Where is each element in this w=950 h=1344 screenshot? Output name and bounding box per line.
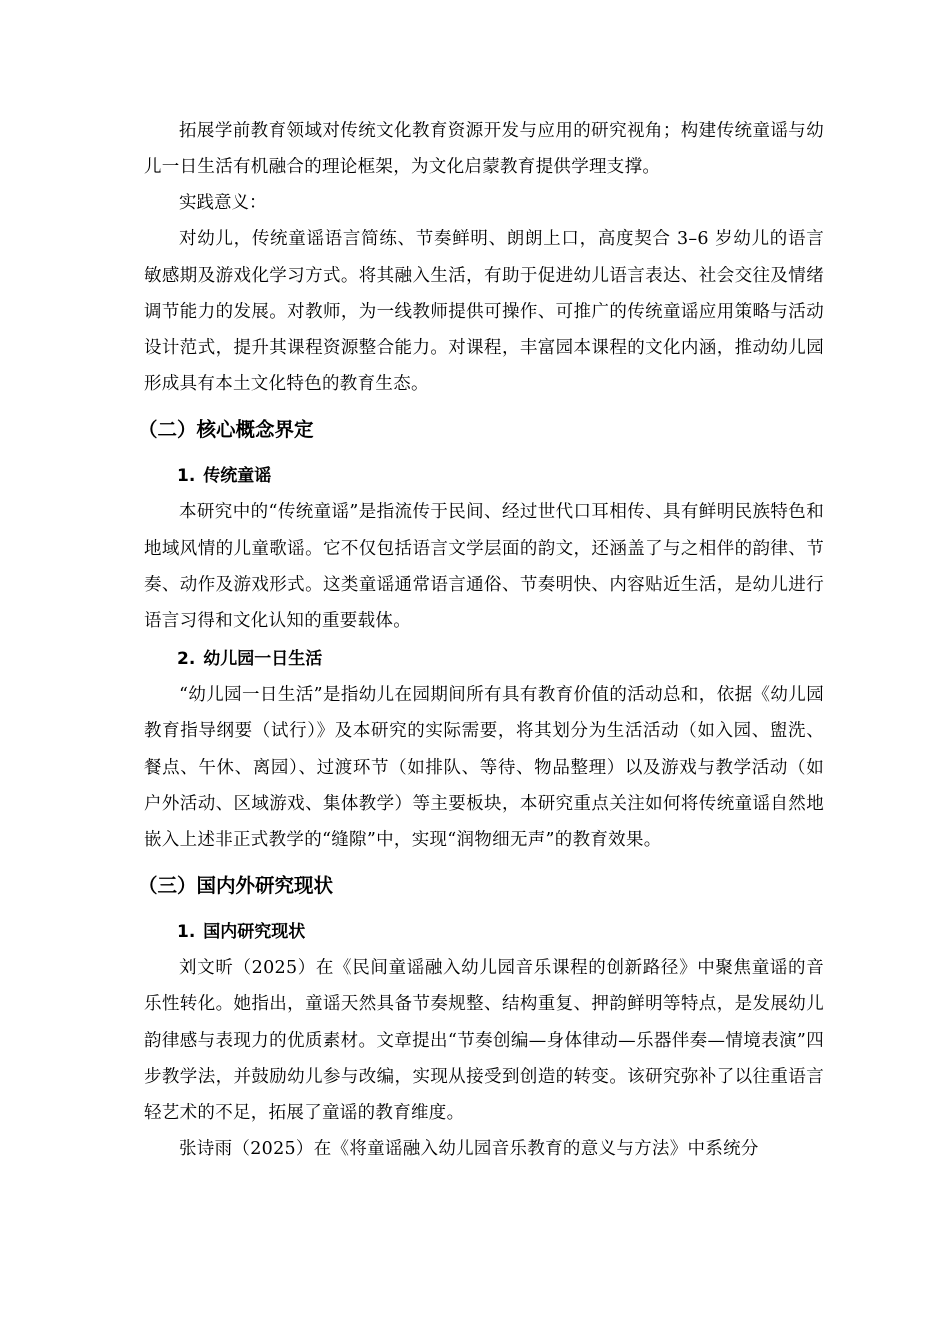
- subheading-title: 传统童谣: [203, 466, 272, 487]
- domestic-research-paragraph-1: 刘文昕（2025）在《民间童谣融入幼儿园音乐课程的创新路径》中聚焦童谣的音乐性转化。她指出，童谣天然具备节奏规整、结构重复、押韵鲜明等特点，是发展幼儿韵律感与表现力的优质素材。文章提出“节奏创编—身体律动—乐器伴奏—情境表演”四步教学法，并鼓励幼儿参与改编，实现从接受到创造的转变。该研究弥补了以往重语言轻艺术的不足，拓展了童谣的教育维度。: [144, 958, 824, 1124]
- section-heading-core-concepts: （二）核心概念界定: [138, 418, 314, 442]
- section-heading-research-status: （三）国内外研究现状: [138, 874, 334, 898]
- practical-significance-paragraph: 对幼儿，传统童谣语言简练、节奏鲜明、朗朗上口，高度契合 3–6 岁幼儿的语言敏感期及游戏化学习方式。将其融入生活，有助于促进幼儿语言表达、社会交往及情绪调节能力的发展。对教师，为一线教师提供可操作、可推广的传统童谣应用策略与活动设计范式，提升其课程资源整合能力。对课程，丰富园本课程的文化内涵，推动幼儿园形成具有本土文化特色的教育生态。: [144, 229, 824, 395]
- subheading-title: 幼儿园一日生活: [203, 649, 323, 670]
- traditional-nursery-rhymes-paragraph: 本研究中的“传统童谣”是指流传于民间、经过世代口耳相传、具有鲜明民族特色和地域风情的儿童歌谣。它不仅包括语言文学层面的韵文，还涵盖了与之相伴的韵律、节奏、动作及游戏形式。这类童谣通常语言通俗、节奏明快、内容贴近生活，是幼儿进行语言习得和文化认知的重要载体。: [144, 502, 824, 632]
- subheading-number: 1.: [177, 922, 196, 943]
- subheading-number: 1.: [177, 466, 196, 487]
- subheading-kindergarten-daily-life: [144, 641, 824, 677]
- intro-paragraph: 拓展学前教育领域对传统文化教育资源开发与应用的研究视角；构建传统童谣与幼儿一日生活有机融合的理论框架，为文化启蒙教育提供学理支撑。: [144, 121, 824, 178]
- domestic-research-paragraph-2: 张诗雨（2025）在《将童谣融入幼儿园音乐教育的意义与方法》中系统分: [179, 1139, 759, 1160]
- subheading-domestic-research: [144, 914, 824, 950]
- subheading-traditional-nursery-rhymes: [144, 458, 824, 494]
- kindergarten-daily-life-paragraph: “幼儿园一日生活”是指幼儿在园期间所有具有教育价值的活动总和，依据《幼儿园教育指导纲要（试行）》及本研究的实际需要，将其划分为生活活动（如入园、盥洗、餐点、午休、离园）、过渡环节（如排队、等待、物品整理）以及游戏与教学活动（如户外活动、区域游戏、集体教学）等主要板块，本研究重点关注如何将传统童谣自然地嵌入上述非正式教学的“缝隙”中，实现“润物细无声”的教育效果。: [144, 685, 824, 851]
- document-body: [138, 113, 824, 1167]
- subheading-title: 国内研究现状: [203, 922, 306, 943]
- subheading-number: 2.: [177, 649, 196, 670]
- practical-significance-label: 实践意义：: [179, 193, 267, 214]
